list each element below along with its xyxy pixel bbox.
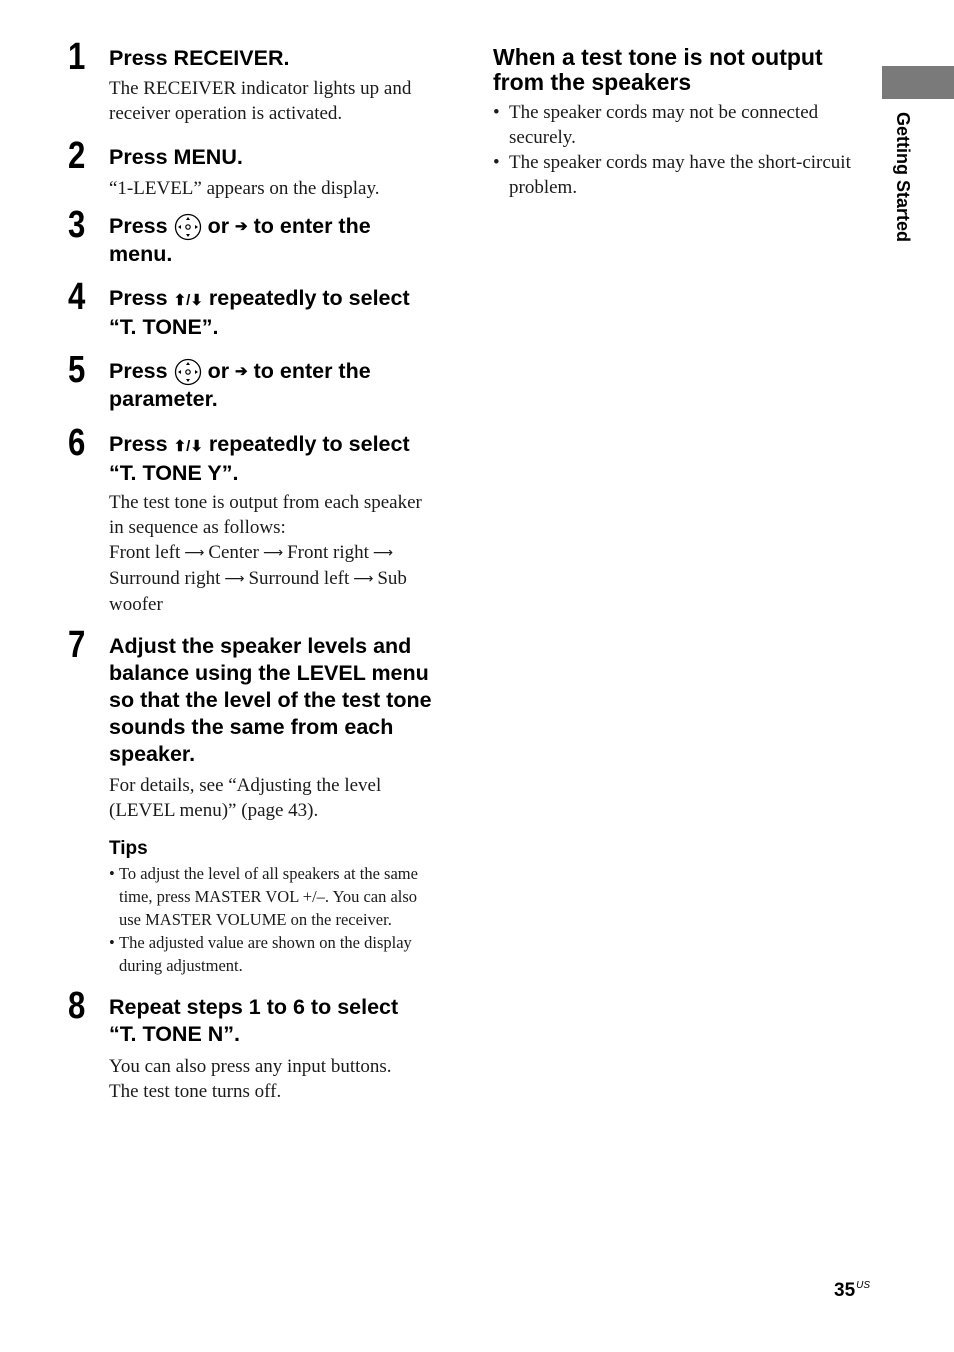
body-line: The test tone is output from each speaker xyxy=(109,492,422,513)
step-body xyxy=(109,773,454,823)
heading-line: Repeat steps 1 to 6 to select xyxy=(109,995,399,1019)
heading-line: balance using the LEVEL menu xyxy=(109,661,429,685)
enter-button-icon xyxy=(174,358,202,386)
enter-button-icon xyxy=(174,213,202,241)
tip-line: To adjust the level of all speakers at the same xyxy=(119,864,418,883)
heading-text: menu. xyxy=(109,242,173,267)
list-line: securely. xyxy=(509,127,576,148)
body-line: The RECEIVER indicator lights up and xyxy=(109,78,412,99)
heading-line: Adjust the speaker levels and xyxy=(109,634,412,658)
step-number: 6 xyxy=(68,422,86,464)
heading-text: “T. TONE Y”. xyxy=(109,461,239,485)
body-line: For details, see “Adjusting the level xyxy=(109,775,382,796)
heading-line: speaker. xyxy=(109,742,196,766)
list-line: problem. xyxy=(509,177,578,198)
heading-text: Press xyxy=(109,286,168,310)
up-down-arrow-icon: ⬆/⬇ xyxy=(173,292,203,309)
step-number: 5 xyxy=(68,349,86,391)
sequence-item: Front right xyxy=(287,542,369,563)
heading-line: sounds the same from each xyxy=(109,715,394,739)
list-line: The speaker cords may not be connected xyxy=(509,102,819,123)
step-heading xyxy=(109,144,454,171)
sequence-item: woofer xyxy=(109,594,163,615)
long-arrow-icon: ⟶ xyxy=(262,545,284,561)
bullet-icon: • xyxy=(109,864,115,883)
step-number: 1 xyxy=(68,36,86,78)
step-body xyxy=(109,76,454,126)
heading-text: repeatedly to select xyxy=(208,432,410,456)
tip-item xyxy=(109,862,454,931)
heading-text: to enter the xyxy=(253,359,371,383)
title-line: When a test tone is not output xyxy=(493,44,823,70)
heading-text: Press xyxy=(109,214,168,238)
step-heading xyxy=(109,285,454,341)
heading-text: Press xyxy=(109,432,168,456)
step-number: 8 xyxy=(68,985,86,1027)
long-arrow-icon: ⟶ xyxy=(353,571,374,587)
body-line: You can also press any input buttons. xyxy=(109,1056,392,1077)
step-number: 7 xyxy=(68,624,86,666)
body-line: receiver operation is activated. xyxy=(109,103,343,124)
right-arrow-icon: ➔ xyxy=(235,363,248,380)
step-number: 2 xyxy=(68,135,86,177)
heading-line: Press MENU. xyxy=(109,145,243,169)
tips-title: Tips xyxy=(109,838,148,859)
up-down-arrow-icon: ⬆/⬇ xyxy=(173,438,203,455)
bullet-icon: • xyxy=(493,152,500,173)
step-heading xyxy=(109,431,454,487)
step-heading xyxy=(109,358,454,413)
step-heading xyxy=(109,633,454,768)
body-line: “1-LEVEL” appears on the display. xyxy=(109,178,380,199)
sequence-item: Front left xyxy=(109,542,181,563)
step-body xyxy=(109,1054,454,1104)
heading-text: repeatedly to select xyxy=(208,286,410,310)
right-arrow-icon: ➔ xyxy=(235,218,248,235)
step-body xyxy=(109,176,454,201)
heading-line: Press RECEIVER. xyxy=(109,46,290,70)
long-arrow-icon: ⟶ xyxy=(372,545,393,561)
section-title xyxy=(493,45,873,95)
page-number-value: 35 xyxy=(834,1280,856,1301)
section-side-label: Getting Started xyxy=(893,112,913,243)
page-region-suffix: US xyxy=(856,1280,871,1291)
body-line: in sequence as follows: xyxy=(109,517,286,538)
page-number xyxy=(834,1280,870,1302)
sequence-item: Surround left xyxy=(248,568,350,589)
tips-list xyxy=(109,862,454,977)
heading-text: parameter. xyxy=(109,387,218,412)
step-body xyxy=(109,490,454,617)
tip-line: during adjustment. xyxy=(119,956,243,975)
body-line: (LEVEL menu)” (page 43). xyxy=(109,800,319,821)
heading-text: “T. TONE”. xyxy=(109,315,219,339)
long-arrow-icon: ⟶ xyxy=(224,571,245,587)
section-tab-marker xyxy=(882,66,954,99)
step-number: 3 xyxy=(68,204,86,246)
troubleshooting-list xyxy=(493,100,873,200)
step-heading xyxy=(109,45,454,72)
tip-line: The adjusted value are shown on the display xyxy=(119,933,412,952)
list-line: The speaker cords may have the short-circuit xyxy=(509,152,851,173)
speaker-sequence-line xyxy=(109,566,454,592)
bullet-icon: • xyxy=(493,102,500,123)
body-line: The test tone turns off. xyxy=(109,1081,282,1102)
list-item xyxy=(493,100,873,150)
step-heading xyxy=(109,994,454,1048)
tip-line: use MASTER VOLUME on the receiver. xyxy=(119,910,392,929)
heading-line: so that the level of the test tone xyxy=(109,688,432,712)
speaker-sequence-line xyxy=(109,540,454,566)
sequence-item: Center xyxy=(208,542,259,563)
heading-text: or xyxy=(207,359,230,383)
heading-text: or xyxy=(207,214,230,238)
bullet-icon: • xyxy=(109,933,115,952)
step-number: 4 xyxy=(68,276,86,318)
title-line: from the speakers xyxy=(493,69,692,95)
long-arrow-icon: ⟶ xyxy=(184,545,205,561)
heading-line: “T. TONE N”. xyxy=(109,1022,241,1046)
list-item xyxy=(493,150,873,200)
sequence-item: Surround right xyxy=(109,568,221,589)
heading-text: to enter the xyxy=(253,214,371,238)
step-heading xyxy=(109,213,454,268)
sequence-item: Sub xyxy=(377,568,407,589)
tip-item xyxy=(109,931,454,977)
heading-text: Press xyxy=(109,359,168,383)
tip-line: time, press MASTER VOL +/–. You can also xyxy=(119,887,418,906)
